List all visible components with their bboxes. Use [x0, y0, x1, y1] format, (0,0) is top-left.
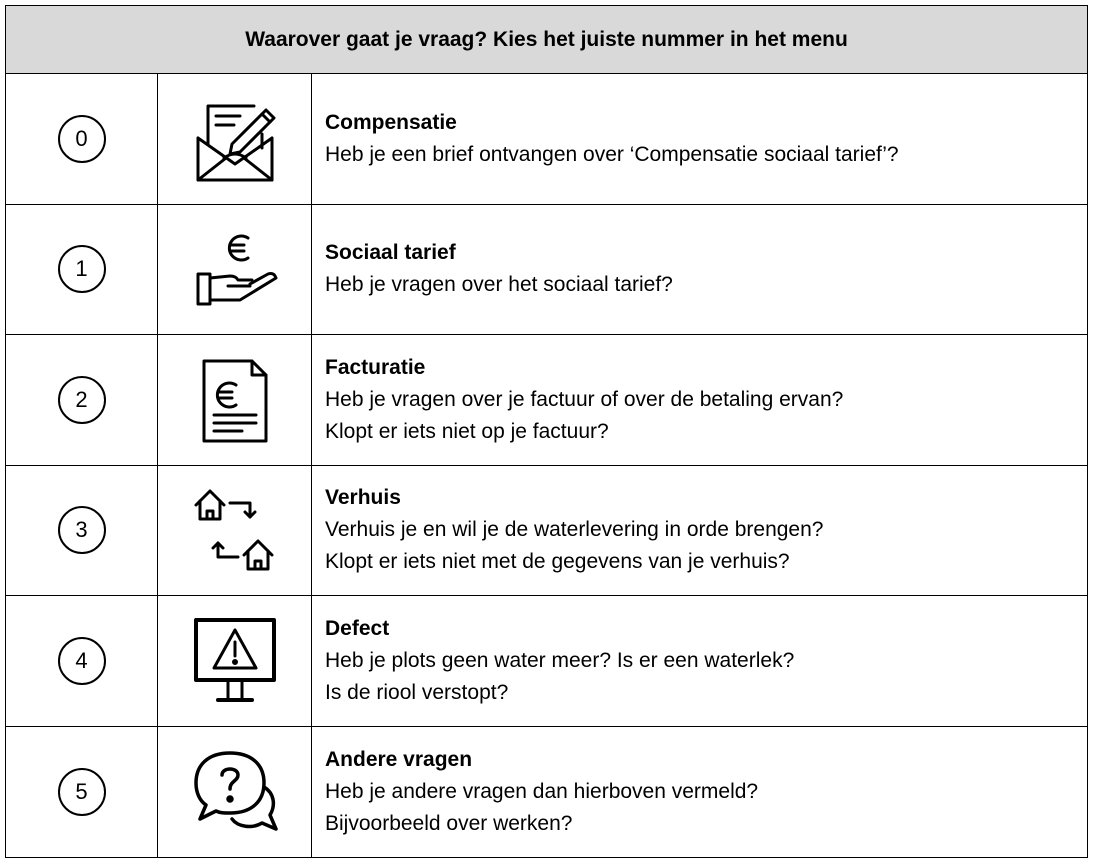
option-number-cell: [6, 205, 158, 335]
option-title: Compensatie: [325, 110, 457, 134]
option-title: Verhuis: [325, 486, 401, 510]
menu-header-title: Waarover gaat je vraag? Kies het juiste nummer in het menu: [245, 27, 848, 51]
option-line: Verhuis je en wil je de waterlevering in orde brengen?: [325, 518, 824, 542]
envelope-letter-pen-icon: [190, 94, 280, 184]
option-line: Heb je vragen over je factuur of over de betaling ervan?: [325, 387, 844, 411]
option-line: Heb je vragen over het sociaal tarief?: [325, 273, 673, 297]
option-description: [312, 466, 1087, 596]
option-line: Heb je andere vragen dan hierboven vermeld?: [325, 779, 759, 803]
option-description: [312, 205, 1087, 335]
menu-row-compensatie: [6, 74, 1087, 205]
option-description: [312, 74, 1087, 204]
option-description: [312, 335, 1087, 465]
menu-row-andere-vragen: [6, 727, 1087, 857]
option-number-cell: [6, 596, 158, 726]
option-line: Is de riool verstopt?: [325, 680, 509, 704]
option-number-cell: [6, 727, 158, 857]
option-number-cell: [6, 74, 158, 204]
phone-menu-table: [5, 5, 1088, 858]
option-number-cell: [6, 466, 158, 596]
house-move-arrows-icon: [190, 485, 280, 575]
menu-header: [6, 6, 1087, 74]
euro-invoice-document-icon: [190, 355, 280, 445]
option-icon-cell: [158, 74, 312, 204]
option-number: 1: [58, 245, 106, 293]
hand-euro-icon: [190, 224, 280, 314]
option-icon-cell: [158, 466, 312, 596]
menu-row-facturatie: [6, 335, 1087, 466]
option-line: Heb je plots geen water meer? Is er een waterlek?: [325, 648, 795, 672]
menu-row-sociaal-tarief: [6, 205, 1087, 336]
warning-monitor-icon: [190, 616, 280, 706]
option-line: Bijvoorbeeld over werken?: [325, 811, 573, 835]
option-icon-cell: [158, 335, 312, 465]
option-description: [312, 596, 1087, 726]
option-line: Klopt er iets niet op je factuur?: [325, 419, 609, 443]
option-title: Defect: [325, 616, 390, 640]
option-title: Sociaal tarief: [325, 241, 456, 265]
option-icon-cell: [158, 727, 312, 857]
option-title: Andere vragen: [325, 747, 473, 771]
option-title: Facturatie: [325, 355, 426, 379]
option-number: 5: [58, 768, 106, 816]
option-icon-cell: [158, 596, 312, 726]
option-line: Klopt er iets niet met de gegevens van je verhuis?: [325, 550, 790, 574]
option-line: Heb je een brief ontvangen over ‘Compensatie sociaal tarief’?: [325, 142, 899, 166]
question-speech-bubbles-icon: [190, 747, 280, 837]
option-number-cell: [6, 335, 158, 465]
option-icon-cell: [158, 205, 312, 335]
option-number: 2: [58, 376, 106, 424]
option-number: 4: [58, 637, 106, 685]
menu-row-defect: [6, 596, 1087, 727]
option-number: 0: [58, 115, 106, 163]
menu-row-verhuis: [6, 466, 1087, 597]
option-description: [312, 727, 1087, 857]
option-number: 3: [58, 506, 106, 554]
